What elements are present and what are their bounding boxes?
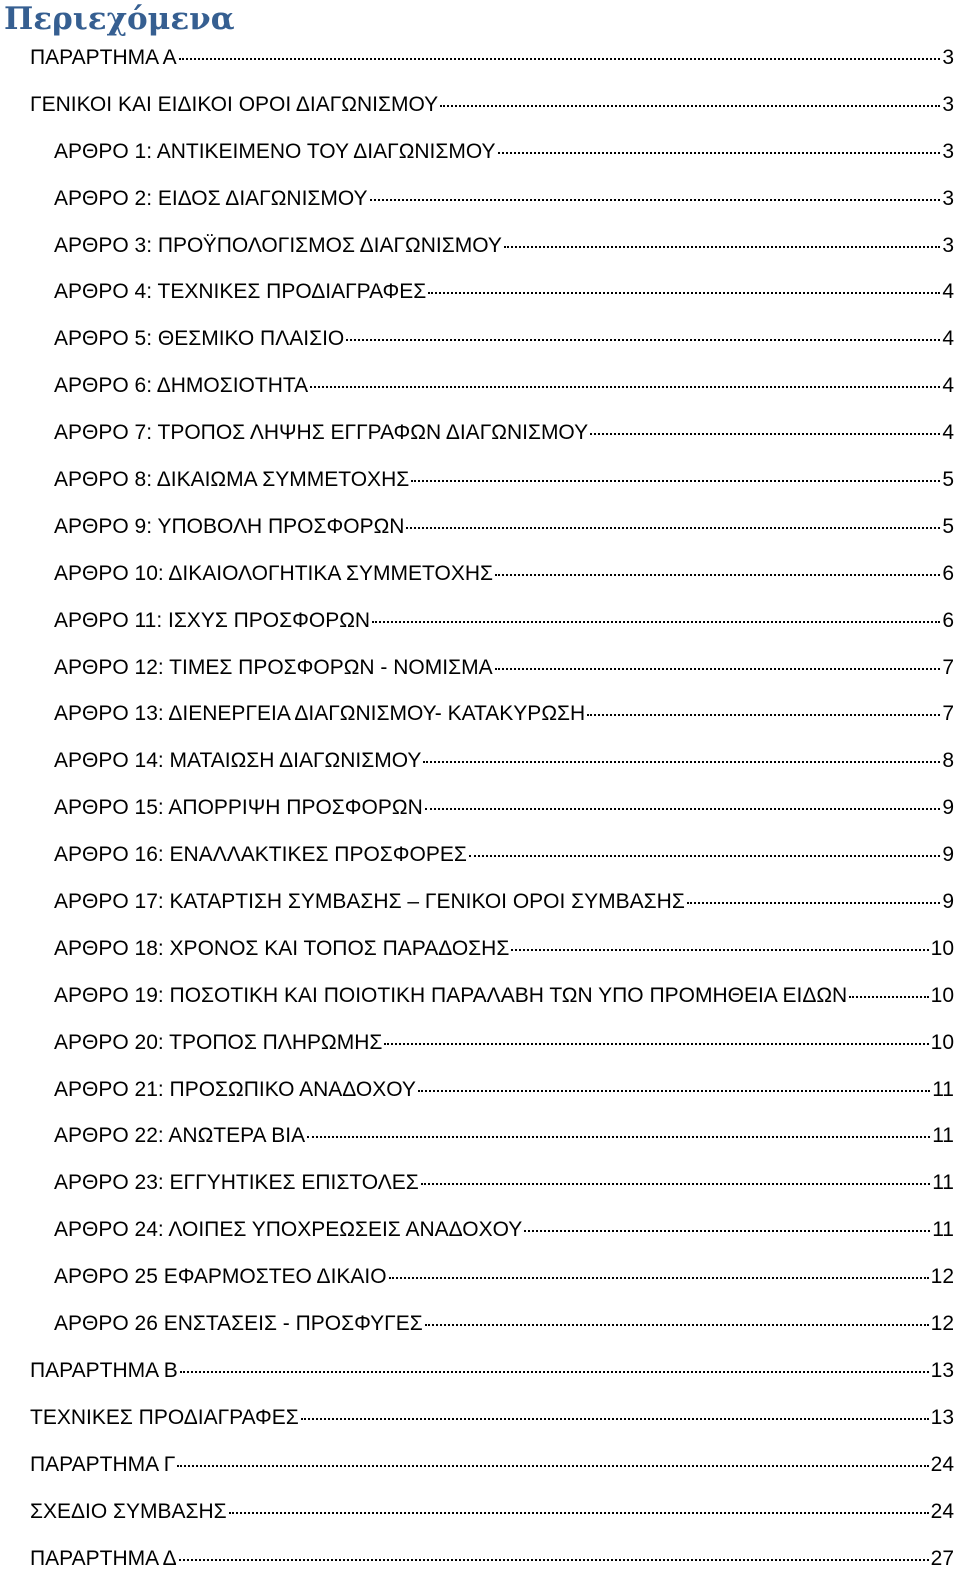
toc-entry[interactable] bbox=[0, 832, 960, 879]
toc-entry[interactable] bbox=[0, 1301, 960, 1348]
toc-entry-page-number[interactable]: 5 bbox=[942, 504, 954, 551]
toc-entry[interactable] bbox=[0, 1160, 960, 1207]
toc-entry-page-number[interactable]: 6 bbox=[942, 551, 954, 598]
toc-entry-label[interactable]: ΑΡΘΡΟ 18: ΧΡΟΝΟΣ ΚΑΙ ΤΟΠΟΣ ΠΑΡΑΔΟΣΗΣ bbox=[54, 926, 509, 973]
toc-entry[interactable] bbox=[0, 785, 960, 832]
dot-leader bbox=[423, 761, 940, 763]
toc-entry-label[interactable]: ΑΡΘΡΟ 21: ΠΡΟΣΩΠΙΚΟ ΑΝΑΔΟΧΟΥ bbox=[54, 1067, 416, 1114]
toc-entry[interactable] bbox=[0, 363, 960, 410]
toc-entry-page-number[interactable]: 8 bbox=[942, 738, 954, 785]
dot-leader bbox=[179, 58, 941, 60]
dot-leader bbox=[524, 1230, 930, 1232]
dot-leader bbox=[229, 1512, 929, 1514]
toc-entry-page-number[interactable]: 5 bbox=[942, 457, 954, 504]
toc-entry[interactable] bbox=[0, 316, 960, 363]
toc-entry[interactable] bbox=[0, 176, 960, 223]
toc-entry[interactable] bbox=[0, 269, 960, 316]
toc-entry[interactable] bbox=[0, 35, 960, 82]
dot-leader bbox=[406, 527, 940, 529]
toc-entry-label[interactable]: ΑΡΘΡΟ 19: ΠΟΣΟΤΙΚΗ ΚΑΙ ΠΟΙΟΤΙΚΗ ΠΑΡΑΛΑΒΗ ΤΩΝ ΥΠΟ ΠΡΟΜΗΘΕΙΑ ΕΙΔΩΝ bbox=[54, 973, 847, 1020]
toc-entry-label[interactable]: ΤΕΧΝΙΚΕΣ ΠΡΟΔΙΑΓΡΑΦΕΣ bbox=[30, 1395, 299, 1442]
dot-leader bbox=[587, 714, 940, 716]
toc-entry-label[interactable]: ΑΡΘΡΟ 14: ΜΑΤΑΙΩΣΗ ΔΙΑΓΩΝΙΣΜΟΥ bbox=[54, 738, 421, 785]
dot-leader bbox=[504, 246, 940, 248]
toc-entry[interactable] bbox=[0, 1489, 960, 1536]
toc-entry[interactable] bbox=[0, 1113, 960, 1160]
toc-entry-label[interactable]: ΑΡΘΡΟ 2: ΕΙΔΟΣ ΔΙΑΓΩΝΙΣΜΟΥ bbox=[54, 176, 368, 223]
toc-entry-page-number[interactable]: 10 bbox=[931, 1020, 954, 1067]
toc-entry[interactable] bbox=[0, 1536, 960, 1582]
toc-entry-page-number[interactable]: 11 bbox=[932, 1113, 954, 1160]
dot-leader bbox=[346, 339, 940, 341]
toc-entry-page-number[interactable]: 12 bbox=[931, 1301, 954, 1348]
dot-leader bbox=[310, 386, 940, 388]
toc-entry-page-number[interactable]: 11 bbox=[932, 1067, 954, 1114]
toc-entry-label[interactable]: ΑΡΘΡΟ 12: ΤΙΜΕΣ ΠΡΟΣΦΟΡΩΝ - ΝΟΜΙΣΜΑ bbox=[54, 645, 493, 692]
toc-entry[interactable] bbox=[0, 926, 960, 973]
toc-entry-page-number[interactable]: 4 bbox=[942, 363, 954, 410]
toc-entry-page-number[interactable]: 9 bbox=[942, 879, 954, 926]
toc-entry[interactable] bbox=[0, 410, 960, 457]
dot-leader bbox=[469, 855, 940, 857]
dot-leader bbox=[440, 105, 940, 107]
toc-entry-page-number[interactable]: 24 bbox=[931, 1442, 954, 1489]
toc-entry-label[interactable]: ΓΕΝΙΚΟΙ ΚΑΙ ΕΙΔΙΚΟΙ ΟΡΟΙ ΔΙΑΓΩΝΙΣΜΟΥ bbox=[30, 82, 438, 129]
toc-entry-label[interactable]: ΑΡΘΡΟ 16: ΕΝΑΛΛΑΚΤΙΚΕΣ ΠΡΟΣΦΟΡΕΣ bbox=[54, 832, 467, 879]
dot-leader bbox=[428, 292, 940, 294]
dot-leader bbox=[180, 1371, 929, 1373]
toc-entry-page-number[interactable]: 3 bbox=[942, 129, 954, 176]
dot-leader bbox=[418, 1090, 930, 1092]
toc-entry[interactable] bbox=[0, 691, 960, 738]
dot-leader bbox=[511, 949, 928, 951]
toc-entry[interactable] bbox=[0, 879, 960, 926]
toc-entry-page-number[interactable]: 3 bbox=[942, 82, 954, 129]
toc-entry-label[interactable]: ΑΡΘΡΟ 24: ΛΟΙΠΕΣ ΥΠΟΧΡΕΩΣΕΙΣ ΑΝΑΔΟΧΟΥ bbox=[54, 1207, 522, 1254]
toc-entry-page-number[interactable]: 4 bbox=[942, 410, 954, 457]
dot-leader bbox=[411, 480, 940, 482]
toc-entry-label[interactable]: ΑΡΘΡΟ 11: ΙΣΧΥΣ ΠΡΟΣΦΟΡΩΝ bbox=[54, 598, 370, 645]
toc-entry-page-number[interactable]: 24 bbox=[931, 1489, 954, 1536]
toc-entry-label[interactable]: ΑΡΘΡΟ 25 ΕΦΑΡΜΟΣΤΕΟ ΔΙΚΑΙΟ bbox=[54, 1254, 387, 1301]
toc-entry[interactable] bbox=[0, 1067, 960, 1114]
toc-entry-page-number[interactable]: 13 bbox=[931, 1395, 954, 1442]
toc-title: Περιεχόμενα bbox=[4, 0, 235, 38]
toc-entry-label[interactable]: ΠΑΡΑΡΤΗΜΑ Γ bbox=[30, 1442, 175, 1489]
toc-entry-label[interactable]: ΑΡΘΡΟ 26 ΕΝΣΤΑΣΕΙΣ - ΠΡΟΣΦΥΓΕΣ bbox=[54, 1301, 423, 1348]
toc-entry[interactable] bbox=[0, 223, 960, 270]
toc-entry[interactable] bbox=[0, 1020, 960, 1067]
toc-entry[interactable] bbox=[0, 504, 960, 551]
dot-leader bbox=[495, 668, 941, 670]
toc-entry-page-number[interactable]: 3 bbox=[942, 176, 954, 223]
toc-entry-label[interactable]: ΑΡΘΡΟ 22: ΑΝΩΤΕΡΑ ΒΙΑ bbox=[54, 1113, 305, 1160]
toc-entry[interactable] bbox=[0, 551, 960, 598]
toc-entry-page-number[interactable]: 13 bbox=[931, 1348, 954, 1395]
toc-entry-page-number[interactable]: 10 bbox=[931, 926, 954, 973]
toc-entry-page-number[interactable]: 6 bbox=[942, 598, 954, 645]
toc-entry-label[interactable]: ΑΡΘΡΟ 7: ΤΡΟΠΟΣ ΛΗΨΗΣ ΕΓΓΡΑΦΩΝ ΔΙΑΓΩΝΙΣΜΟΥ bbox=[54, 410, 588, 457]
toc-entry-label[interactable]: ΠΑΡΑΡΤΗΜΑ Δ bbox=[30, 1536, 177, 1582]
toc-entry-label[interactable]: ΑΡΘΡΟ 9: ΥΠΟΒΟΛΗ ΠΡΟΣΦΟΡΩΝ bbox=[54, 504, 404, 551]
dot-leader bbox=[177, 1465, 928, 1467]
toc-entry-label[interactable]: ΑΡΘΡΟ 4: ΤΕΧΝΙΚΕΣ ΠΡΟΔΙΑΓΡΑΦΕΣ bbox=[54, 269, 426, 316]
dot-leader bbox=[389, 1277, 929, 1279]
toc-entry-page-number[interactable]: 11 bbox=[932, 1160, 954, 1207]
dot-leader bbox=[301, 1418, 929, 1420]
dot-leader bbox=[179, 1559, 929, 1561]
dot-leader bbox=[370, 199, 941, 201]
dot-leader bbox=[495, 574, 940, 576]
toc-entry-label[interactable]: ΑΡΘΡΟ 1: ΑΝΤΙΚΕΙΜΕΝΟ ΤΟΥ ΔΙΑΓΩΝΙΣΜΟΥ bbox=[54, 129, 496, 176]
toc-entry-page-number[interactable]: 9 bbox=[942, 785, 954, 832]
toc-entry-label[interactable]: ΠΑΡΑΡΤΗΜΑ Β bbox=[30, 1348, 178, 1395]
toc-entry-label[interactable]: ΑΡΘΡΟ 5: ΘΕΣΜΙΚΟ ΠΛΑΙΣΙΟ bbox=[54, 316, 344, 363]
dot-leader bbox=[590, 433, 940, 435]
dot-leader bbox=[307, 1136, 930, 1138]
dot-leader bbox=[687, 902, 941, 904]
dot-leader bbox=[421, 1183, 930, 1185]
toc-entry-label[interactable]: ΑΡΘΡΟ 13: ΔΙΕΝΕΡΓΕΙΑ ΔΙΑΓΩΝΙΣΜΟΥ- ΚΑΤΑΚΥΡΩΣΗ bbox=[54, 691, 585, 738]
toc-entry-label[interactable]: ΠΑΡΑΡΤΗΜΑ Α bbox=[30, 35, 177, 82]
toc-entry[interactable] bbox=[0, 973, 960, 1020]
toc-entry[interactable] bbox=[0, 82, 960, 129]
toc-entry[interactable] bbox=[0, 1442, 960, 1489]
toc-entry-label[interactable]: ΑΡΘΡΟ 17: ΚΑΤΑΡΤΙΣΗ ΣΥΜΒΑΣΗΣ – ΓΕΝΙΚΟΙ ΟΡΟΙ ΣΥΜΒΑΣΗΣ bbox=[54, 879, 685, 926]
toc-entry-label[interactable]: ΑΡΘΡΟ 8: ΔΙΚΑΙΩΜΑ ΣΥΜΜΕΤΟΧΗΣ bbox=[54, 457, 409, 504]
toc-entry-label[interactable]: ΑΡΘΡΟ 23: ΕΓΓΥΗΤΙΚΕΣ ΕΠΙΣΤΟΛΕΣ bbox=[54, 1160, 419, 1207]
dot-leader bbox=[372, 621, 940, 623]
toc-entry-page-number[interactable]: 3 bbox=[942, 223, 954, 270]
toc-entry-page-number[interactable]: 27 bbox=[931, 1536, 954, 1582]
toc-entry[interactable] bbox=[0, 1207, 960, 1254]
toc-entry[interactable] bbox=[0, 1348, 960, 1395]
toc-entry-page-number[interactable]: 11 bbox=[932, 1207, 954, 1254]
toc-entry[interactable] bbox=[0, 1395, 960, 1442]
toc-list bbox=[0, 35, 960, 1582]
toc-entry-page-number[interactable]: 9 bbox=[942, 832, 954, 879]
toc-entry[interactable] bbox=[0, 645, 960, 692]
dot-leader bbox=[498, 152, 941, 154]
toc-entry[interactable] bbox=[0, 598, 960, 645]
toc-entry-label[interactable]: ΑΡΘΡΟ 6: ΔΗΜΟΣΙΟΤΗΤΑ bbox=[54, 363, 308, 410]
toc-entry-page-number[interactable]: 12 bbox=[931, 1254, 954, 1301]
toc-entry[interactable] bbox=[0, 738, 960, 785]
toc-entry[interactable] bbox=[0, 1254, 960, 1301]
toc-entry-page-number[interactable]: 10 bbox=[931, 973, 954, 1020]
toc-entry-page-number[interactable]: 4 bbox=[942, 316, 954, 363]
toc-entry-label[interactable]: ΣΧΕΔΙΟ ΣΥΜΒΑΣΗΣ bbox=[30, 1489, 227, 1536]
dot-leader bbox=[425, 808, 941, 810]
toc-entry-page-number[interactable]: 4 bbox=[942, 269, 954, 316]
toc-entry-label[interactable]: ΑΡΘΡΟ 10: ΔΙΚΑΙΟΛΟΓΗΤΙΚΑ ΣΥΜΜΕΤΟΧΗΣ bbox=[54, 551, 493, 598]
dot-leader bbox=[425, 1324, 929, 1326]
toc-entry[interactable] bbox=[0, 129, 960, 176]
toc-entry-page-number[interactable]: 7 bbox=[942, 691, 954, 738]
toc-entry-label[interactable]: ΑΡΘΡΟ 15: ΑΠΟΡΡΙΨΗ ΠΡΟΣΦΟΡΩΝ bbox=[54, 785, 423, 832]
toc-entry-page-number[interactable]: 7 bbox=[942, 645, 954, 692]
dot-leader bbox=[849, 996, 928, 998]
dot-leader bbox=[384, 1043, 928, 1045]
toc-entry[interactable] bbox=[0, 457, 960, 504]
toc-entry-label[interactable]: ΑΡΘΡΟ 3: ΠΡΟΫΠΟΛΟΓΙΣΜΟΣ ΔΙΑΓΩΝΙΣΜΟΥ bbox=[54, 223, 502, 270]
toc-entry-page-number[interactable]: 3 bbox=[942, 35, 954, 82]
toc-entry-label[interactable]: ΑΡΘΡΟ 20: ΤΡΟΠΟΣ ΠΛΗΡΩΜΗΣ bbox=[54, 1020, 382, 1067]
